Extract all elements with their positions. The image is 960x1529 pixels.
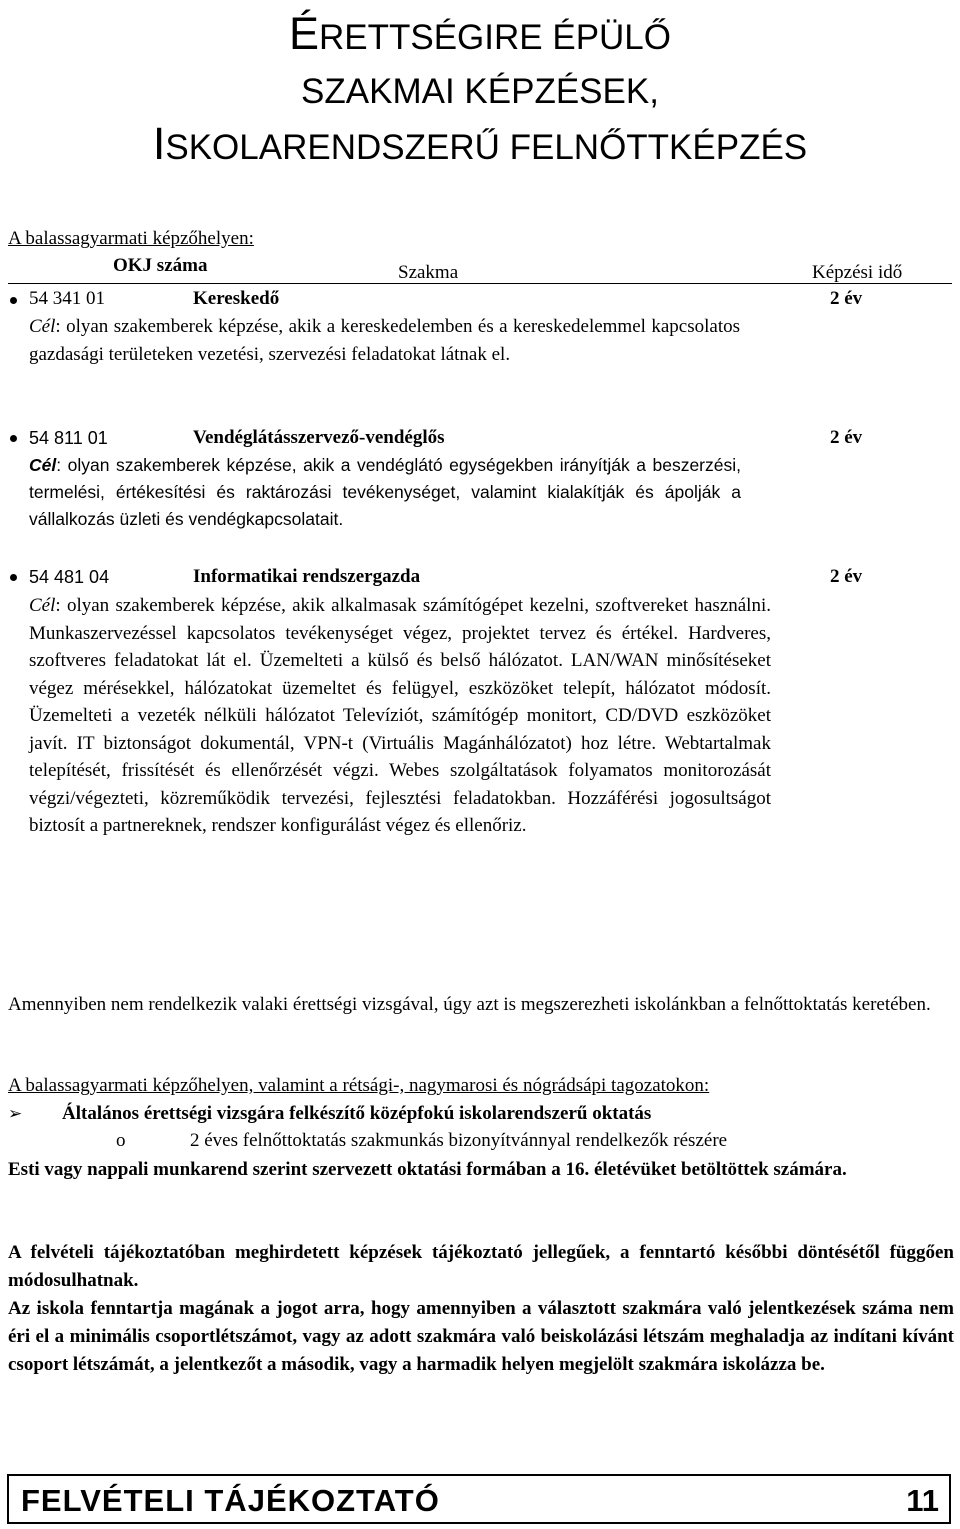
- column-header-kepzesi-ido: Képzési idő: [812, 262, 903, 283]
- course-code: 54 811 01: [29, 428, 108, 448]
- section-heading-tagozatok: A balassagyarmati képzőhelyen, valamint a rétsági-, nagymarosi és nógrádsápi tagozatokon:: [8, 1075, 710, 1096]
- header-rule: [8, 283, 952, 284]
- column-header-szakma: Szakma: [398, 262, 459, 283]
- course-name: Vendéglátásszervező-vendéglős: [193, 427, 445, 448]
- page-number: 11: [906, 1483, 939, 1518]
- course-code: 54 481 04: [29, 567, 110, 587]
- notice-fenntartott-jog: Az iskola fenntartja magának a jogot arra, hogy amennyiben a választott szakmára való jelentkezések száma nem éri el a minimális csoportlétszámot, vagy az adott szakmára való beiskolázási létszám meghaladja az indítani kívánt csoport létszámát, a jelentkezőt a második, vagy a harmadik helyen megjelölt szakmára iskolázza be.: [8, 1298, 954, 1375]
- course-duration: 2 év: [830, 427, 863, 448]
- section-heading-balassagyarmat: A balassagyarmati képzőhelyen:: [8, 228, 254, 249]
- course-description: Cél: olyan szakemberek képzése, akik alkalmasak számítógépet kezelni, szoftvereket használni. Munkaszervezéssel kapcsolatos tevékenységet végez, projektet tervez és értékel. Hardveres, szoftveres feladatokat lát el. Üzemelteti a külső és belső hálózatot. LAN/WAN minősítéseket végez mérésekkel, hálózatokat üzemeltet és felügyel, eszközöket telepít, hálózatot módosít. Üzemelteti a vezeték nélküli hálózatot Televíziót, számítógép monitort, CD/DVD eszközöket javít. IT biztonságot dokumentál, VPN-t (Virtuális Magánhálózatot) hoz létre. Webtartalmak telepítését, frissítését és ellenőrzését végzi. Webes szolgáltatások folyamatos monitorozását végzi/végezteti, közreműködik tervezési, fejlesztési feladatokban. Hozzáférési jogosultságot biztosít a partnereknek, rendszer konfigurálást végez és ellenőriz.: [29, 595, 771, 836]
- course-duration: 2 év: [830, 566, 863, 587]
- bullet-icon: [10, 435, 17, 442]
- footer-label: FELVÉTELI TÁJÉKOZTATÓ: [21, 1483, 440, 1518]
- bullet-icon: [10, 297, 17, 304]
- notice-tajekoztato-jelleg: A felvételi tájékoztatóban meghirdetett képzések tájékoztató jellegűek, a fenntartó későbbi döntésétől függően módosulhatnak.: [8, 1242, 954, 1291]
- bullet-icon: [10, 574, 17, 581]
- page-title-line-3: ISKOLARENDSZERŰ FELNŐTTKÉPZÉS: [152, 118, 808, 169]
- course-description: Cél: olyan szakemberek képzése, akik a kereskedelemben és a kereskedelemmel kapcsolatos gazdasági területeken vezetési, szervezési feladatokat látnak el.: [29, 316, 740, 365]
- column-header-okj: OKJ száma: [113, 255, 208, 276]
- page-footer: [7, 1474, 951, 1524]
- sub-item-marker: o: [116, 1130, 126, 1151]
- course-name: Informatikai rendszergazda: [193, 566, 421, 587]
- course-duration: 2 év: [830, 288, 863, 309]
- paragraph-esti-nappali: Esti vagy nappali munkarend szerint szervezett oktatási formában a 16. életévüket betöltöttek számára.: [8, 1159, 847, 1180]
- list-item-altalanos-erettsegi: Általános érettségi vizsgára felkészítő középfokú iskolarendszerű oktatás: [62, 1103, 652, 1124]
- course-name: Kereskedő: [193, 288, 280, 309]
- course-code: 54 341 01: [29, 288, 105, 309]
- course-description: Cél: olyan szakemberek képzése, akik a vendéglátó egységekben irányítják a beszerzési, termelési, értékesítési és raktározási tevékenységet, valamint kialakítják és ápolják a vállalkozás üzleti és vendégkapcsolatait.: [29, 455, 741, 529]
- arrow-right-icon: ➢: [8, 1104, 23, 1124]
- sub-item-felnottoktatas: 2 éves felnőttoktatás szakmunkás bizonyítvánnyal rendelkezők részére: [190, 1130, 728, 1151]
- page-title-line-2: SZAKMAI KÉPZÉSEK,: [301, 72, 659, 111]
- page-title-line-1: ÉRETTSÉGIRE ÉPÜLŐ: [288, 8, 672, 59]
- paragraph-erettsegi: Amennyiben nem rendelkezik valaki érettségi vizsgával, úgy azt is megszerezheti iskolánkban a felnőttoktatás keretében.: [8, 994, 931, 1015]
